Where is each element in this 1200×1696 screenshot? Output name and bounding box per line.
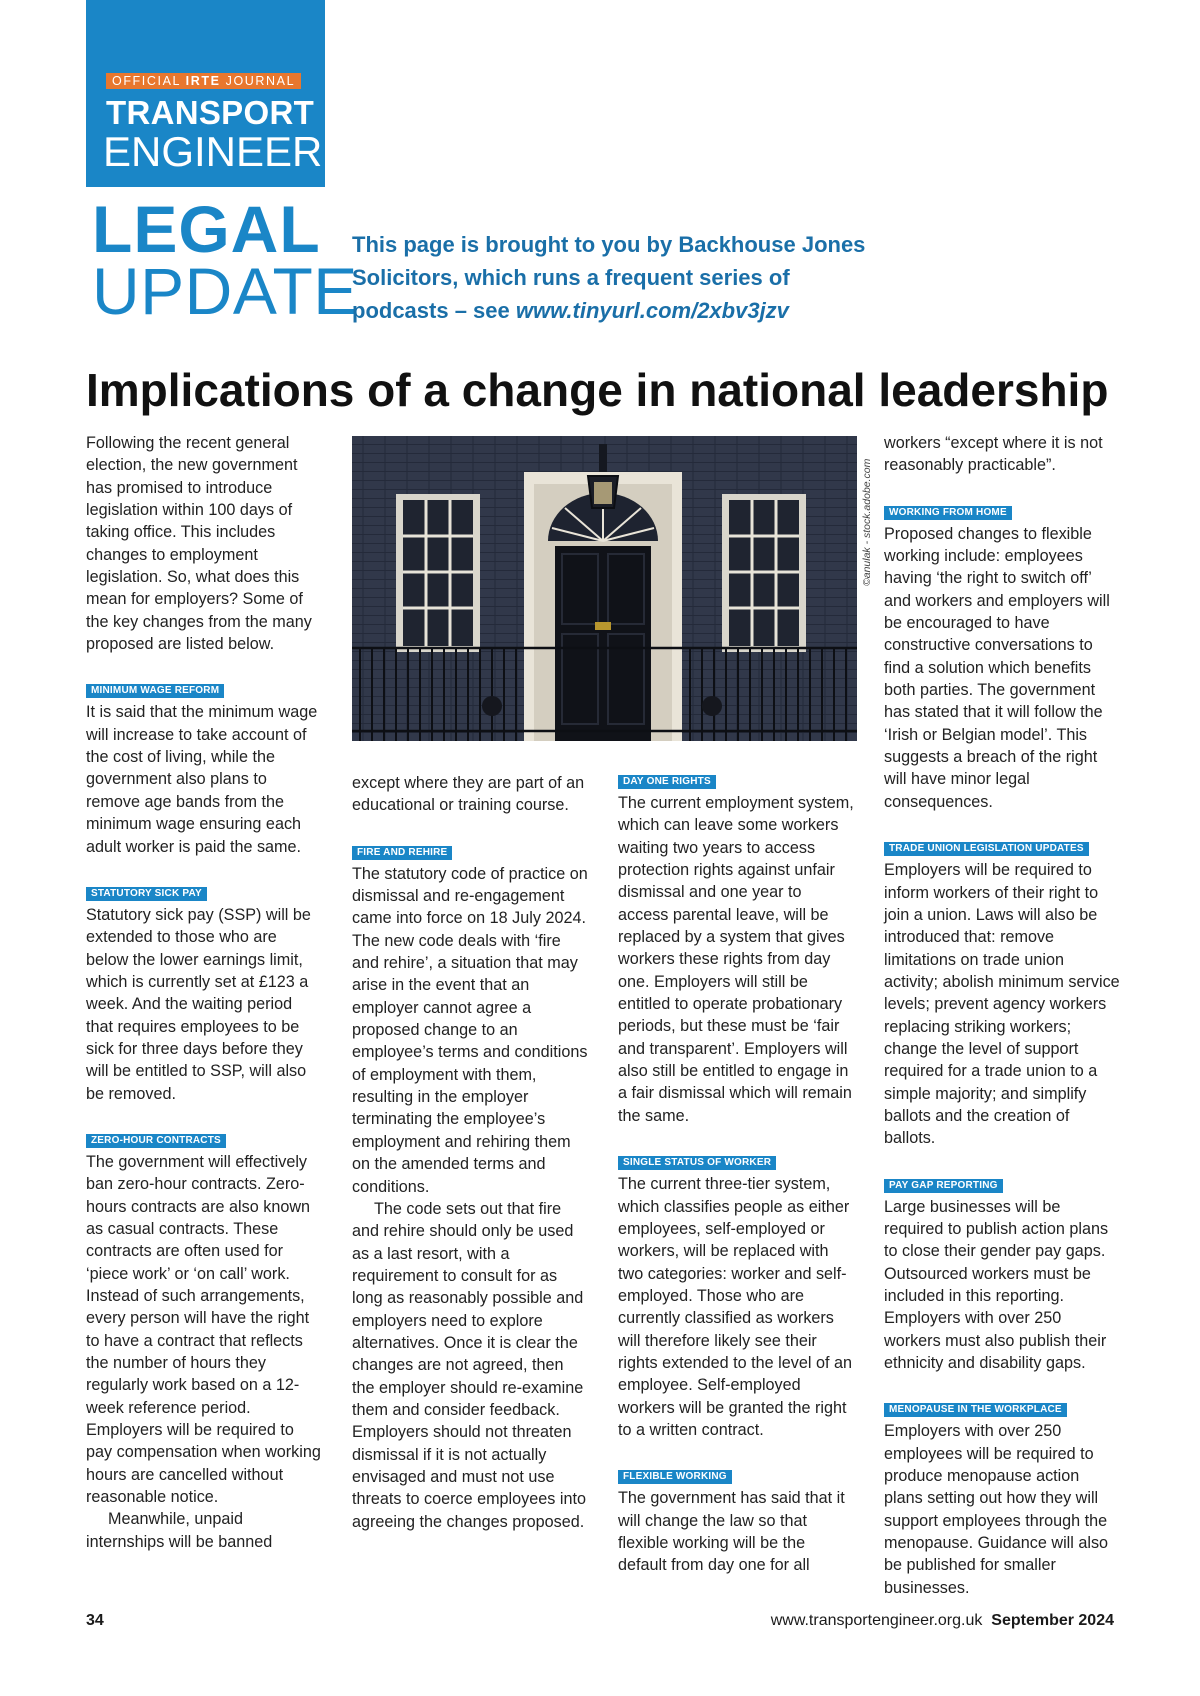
paragraph-internships-continued: except where they are part of an educational or training course.	[352, 774, 585, 815]
article-column-2	[352, 772, 588, 1533]
article-column-1	[86, 432, 322, 1553]
subheading-minimum-wage: MINIMUM WAGE REFORM	[86, 684, 224, 698]
subheading-pay-gap: PAY GAP REPORTING	[884, 1179, 1003, 1193]
intro-paragraph: Following the recent general election, the new government has promised to introduce legislation within 100 days of taking office. This includes changes to employment legislation. So, what does this mean for employers? Some of the key changes from the many proposed are listed below.	[86, 434, 312, 654]
subheading-trade-union: TRADE UNION LEGISLATION UPDATES	[884, 842, 1089, 856]
page-number: 34	[86, 1612, 104, 1629]
masthead-title-line2: ENGINEER	[103, 128, 323, 175]
podcast-link[interactable]: www.tinyurl.com/2xbv3jzv	[515, 298, 789, 323]
sponsor-note	[352, 228, 872, 327]
masthead	[86, 0, 325, 187]
paragraph-fire-rehire-1: The statutory code of practice on dismissal and re-engagement came into force on 18 July 2024. The new code deals with ‘fire and rehire’, a situation that may arise in the event that an employer cannot agree a proposed change to an employee’s terms and conditions of employment with them, resulting in the employer terminating the employee’s employment and rehiring them on the amended terms and conditions.	[352, 864, 588, 1196]
paragraph-single-status: The current three-tier system, which classifies people as either employees, self-employed or workers, will be replaced with two categories: worker and self-employed. Those who are currently classified as workers will therefore likely see their rights extended to the level of an employee. Self-employed workers will be granted the right to a written contract.	[618, 1175, 852, 1439]
paragraph-pay-gap: Large businesses will be required to publish action plans to close their gender pay gaps. Outsourced workers must be included in this reporting. Employers with over 250 workers must also publish their ethnicity and disability gaps.	[884, 1197, 1109, 1373]
paragraph-minimum-wage: It is said that the minimum wage will increase to take account of the cost of living, while the government also plans to remove age bands from the minimum wage ensuring each adult worker is paid the same.	[86, 703, 318, 856]
downing-street-photo	[352, 436, 857, 741]
article-headline: Implications of a change in national leadership	[86, 364, 1109, 416]
subheading-working-from-home: WORKING FROM HOME	[884, 506, 1012, 520]
subheading-day-one-rights: DAY ONE RIGHTS	[618, 775, 716, 789]
photo-credit: ©anulak - stock.adobe.com	[861, 458, 873, 586]
subheading-flexible-working: FLEXIBLE WORKING	[618, 1470, 732, 1484]
sponsor-text: This page is brought to you by Backhouse Jones Solicitors, which runs a frequent series of podcasts – see	[352, 232, 866, 323]
paragraph-menopause: Employers with over 250 employees will be required to produce menopause action plans setting out how they will support employees through the menopause. Guidance will also be published for smaller businesses.	[884, 1422, 1109, 1597]
paragraph-working-from-home: Proposed changes to flexible working include: employees having ‘the right to switch off’ and workers and employers will be encouraged to have constructive conversations to find a solution which benefits both parties. The government has stated that it will follow the ‘Irish or Belgian model’. This suggests a breach of the right will have minor legal consequences.	[884, 524, 1110, 811]
paragraph-fire-rehire-2: The code sets out that fire and rehire should only be used as a last resort, with a requirement to consult for as long as reasonably possible and employers need to explore alternatives. Once it is clear the changes are not agreed, then the employer should re-examine them and consider feedback. Employers should not threaten dismissal if it is not actually envisaged and must not use threats to coerce employees into agreeing the changes proposed.	[352, 1199, 586, 1531]
subheading-zero-hour: ZERO-HOUR CONTRACTS	[86, 1134, 226, 1148]
footer-issue-date: September 2024	[991, 1612, 1114, 1629]
paragraph-zero-hour: The government will effectively ban zero-hour contracts. Zero-hours contracts are also known as casual contracts. These contracts are often used for ‘piece work’ or ‘on call’ work. Instead of such arrangements, every person will have the right to have a contract that reflects the number of hours they regularly work based on a 12-week reference period. Employers will be required to pay compensation when working hours are cancelled without reasonable notice.	[86, 1152, 321, 1507]
footer-website[interactable]: www.transportengineer.org.uk	[770, 1612, 983, 1629]
paragraph-flexible-working: The government has said that it will change the law so that flexible working will be the default from day one for all	[618, 1489, 845, 1575]
paragraph-internships: Meanwhile, unpaid internships will be banned	[86, 1510, 273, 1551]
paragraph-sick-pay: Statutory sick pay (SSP) will be extended to those who are below the lower earnings limit, which is currently set at £123 a week. And the waiting period that requires employees to be sick for three days before they will be entitled to SSP, will also be removed.	[86, 905, 311, 1103]
article-column-3	[618, 768, 854, 1577]
paragraph-flexible-working-continued: workers “except where it is not reasonably practicable”.	[884, 434, 1103, 475]
subheading-sick-pay: STATUTORY SICK PAY	[86, 887, 207, 901]
paragraph-trade-union: Employers will be required to inform workers of their right to join a union. Laws will also be introduced that: remove limitations on trade union activity; abolish minimum service levels; prevent agency workers replacing striking workers; change the level of support required for a trade union to a simple majority; and simplify ballots and the creation of ballots.	[884, 861, 1120, 1148]
article-column-4	[884, 432, 1120, 1599]
section-title-line1: LEGAL	[92, 192, 321, 266]
journal-tag: OFFICIAL IRTE JOURNAL	[106, 73, 301, 89]
section-title-line2: UPDATE	[92, 254, 358, 328]
paragraph-day-one-rights: The current employment system, which can leave some workers waiting two years to access protection rights against unfair dismissal and one year to access parental leave, will be replaced by a system that gives workers these rights from day one. Employers will still be entitled to operate probationary periods, but these must be ‘fair and transparent’. Employers will also still be entitled to engage in a fair dismissal which will remain the same.	[618, 794, 854, 1125]
masthead-title-line1: TRANSPORT	[106, 94, 315, 131]
footer-site-date	[771, 1612, 1114, 1630]
subheading-single-status: SINGLE STATUS OF WORKER	[618, 1156, 776, 1170]
subheading-menopause: MENOPAUSE IN THE WORKPLACE	[884, 1403, 1067, 1417]
subheading-fire-rehire: FIRE AND REHIRE	[352, 846, 452, 860]
